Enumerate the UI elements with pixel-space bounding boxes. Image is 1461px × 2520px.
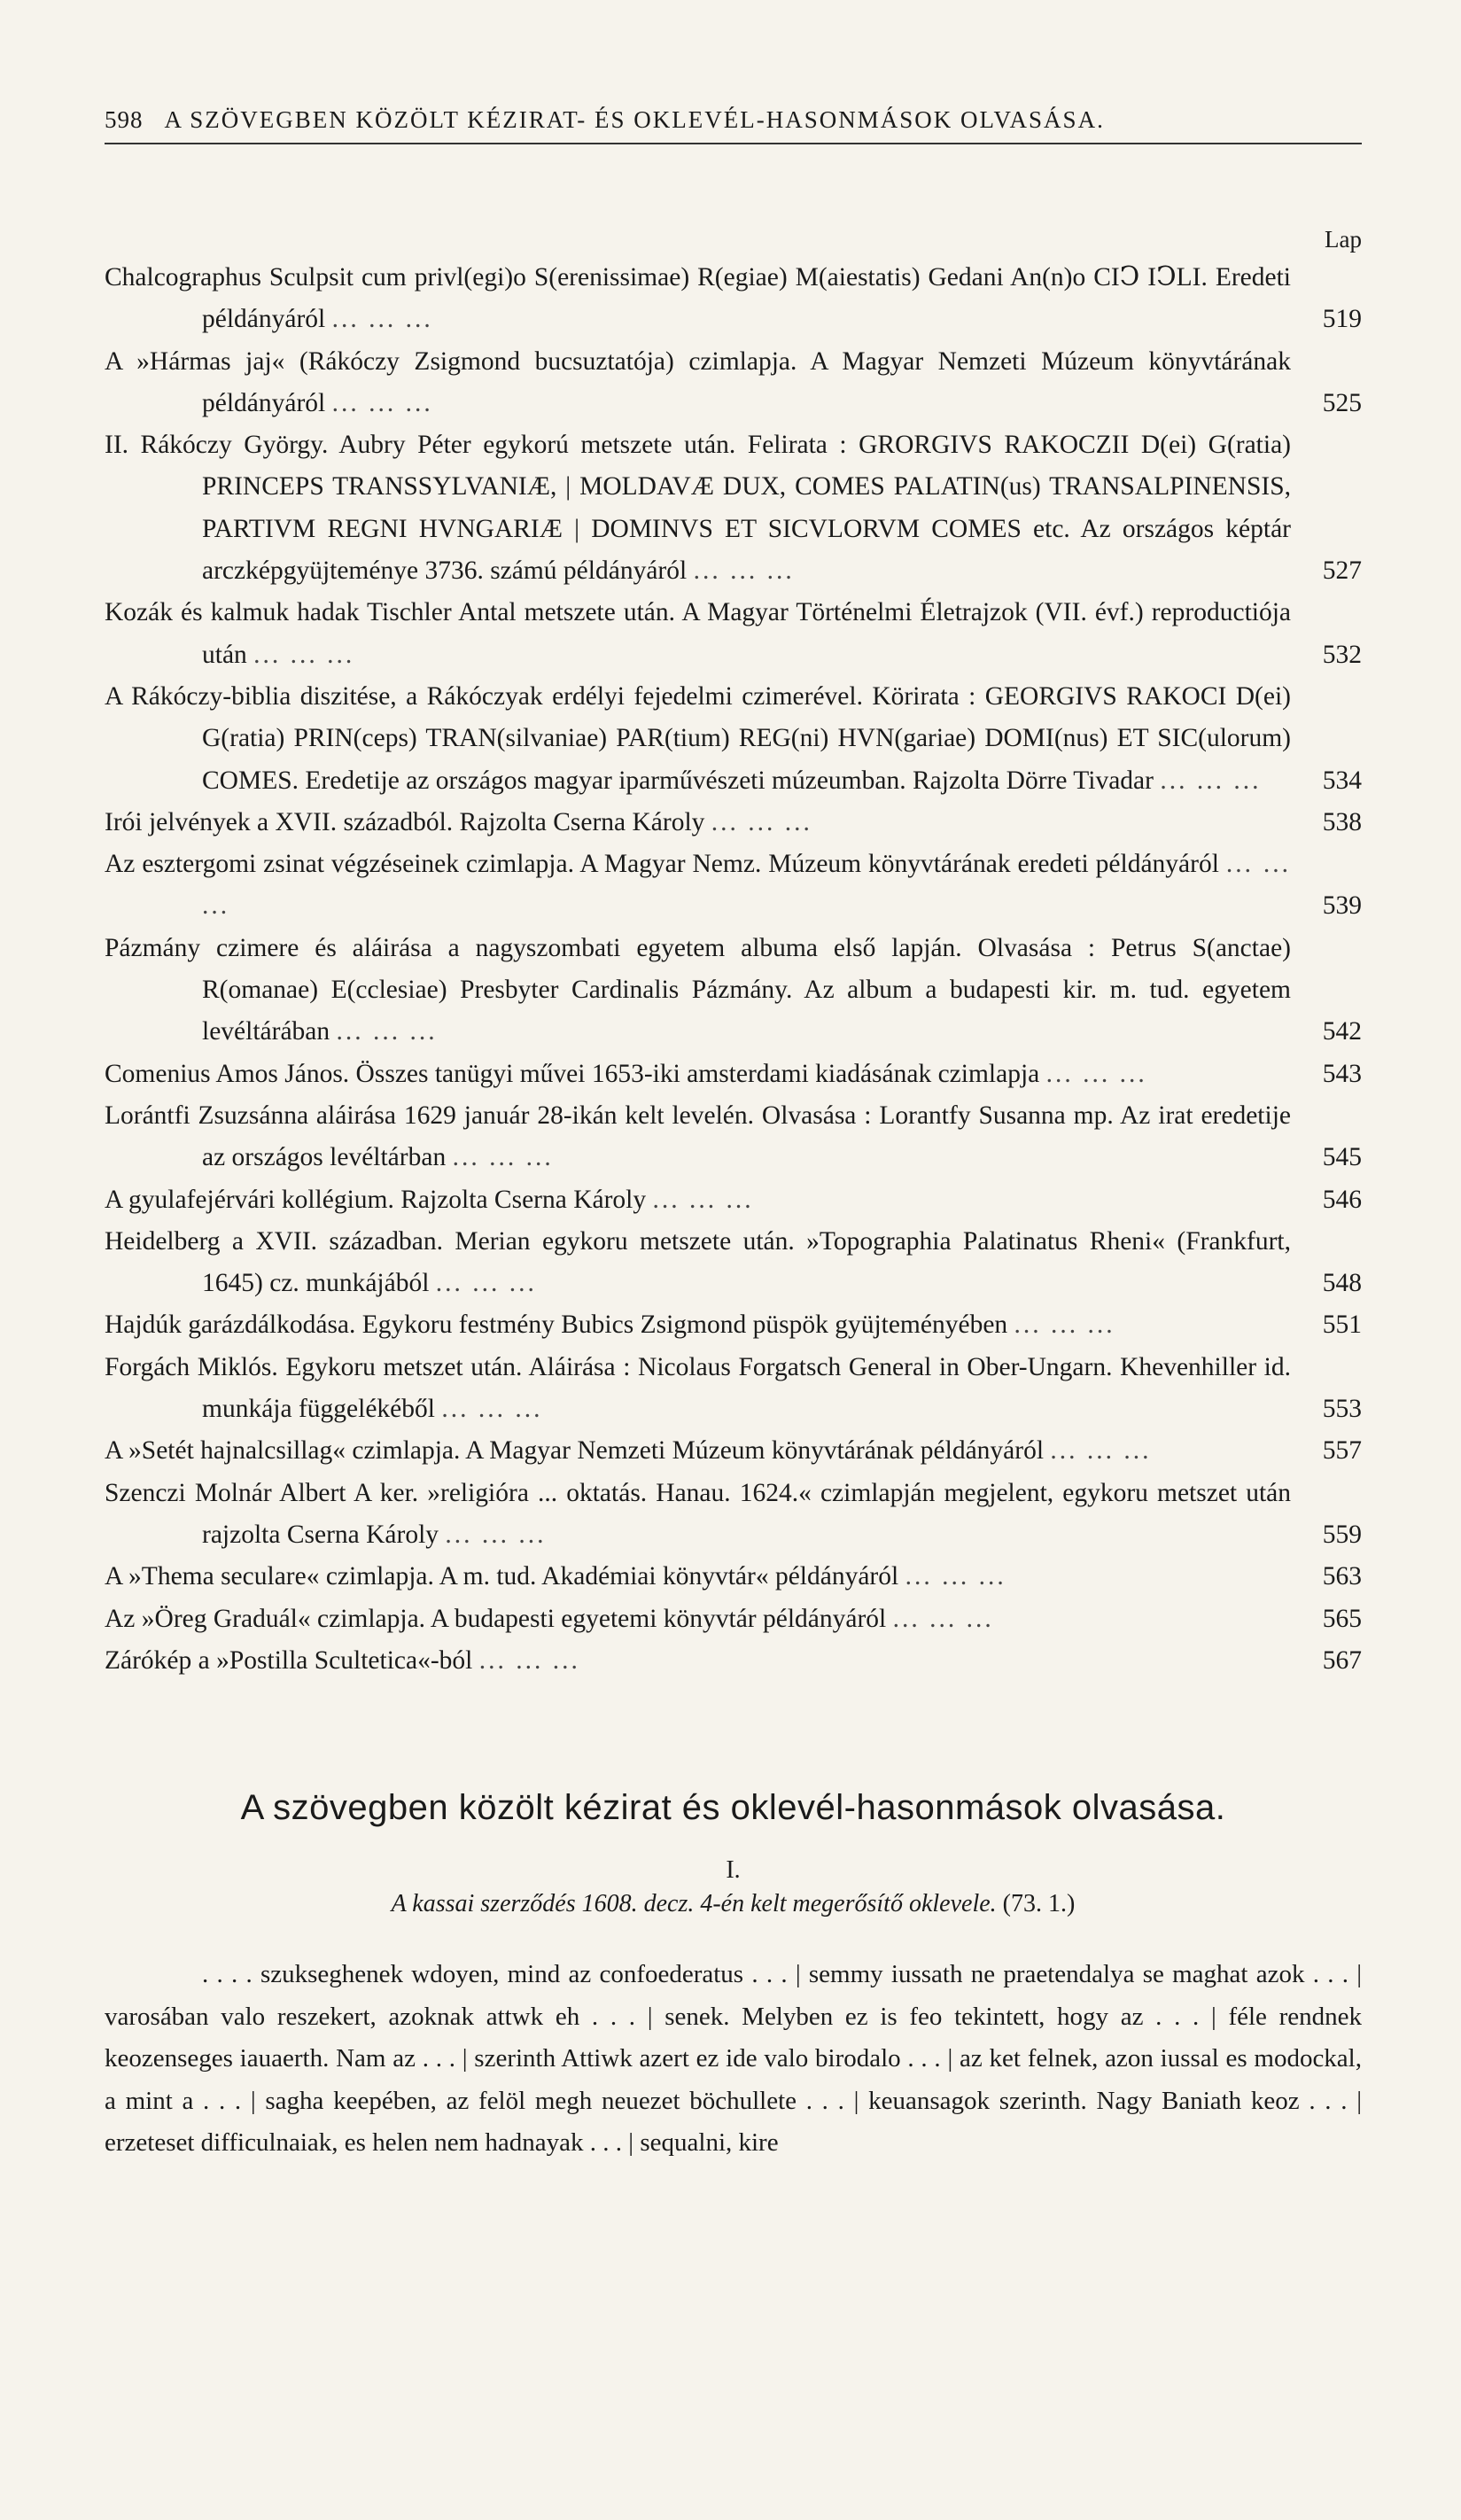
toc-entry	[105, 1473, 1362, 1557]
toc-entry-text: A »Thema seculare« czimlapja. A m. tud. Akadémiai könyvtár« példányáról ... ... ...	[105, 1562, 1006, 1591]
dot-leader: ... ... ...	[202, 850, 1292, 921]
toc-entry-text: Irói jelvények a XVII. századból. Rajzolta Cserna Károly ... ... ...	[105, 807, 812, 836]
toc-entry	[105, 1347, 1362, 1431]
dot-leader: ... ... ...	[331, 388, 433, 417]
toc-entry-text: A Rákóczy-biblia diszitése, a Rákóczyak erdélyi fejedelmi czimerével. Körirata : GEORGIVS RAKOCI D(ei) G(ratia) PRIN(ceps) TRAN(silvaniae) PAR(tium) REG(ni) HVN(gariae) DOMI(nus) ET SIC(ulorum) COMES. Eredetije az országos magyar iparművészeti múzeumban. Rajzolta Dörre Tivadar ... ... ...	[105, 681, 1291, 795]
toc-entry-page: 545	[1322, 1143, 1362, 1172]
dot-leader: ... ... ...	[445, 1520, 547, 1549]
transcription-paragraph: . . . . szukseghenek wdoyen, mind az confoederatus . . . | semmy iussath ne praetendalya se maghat azok . . . | varosában valo reszekert, azoknak attwk eh . . . | senek. Melyben ez is feo tekintett, hogy az . . . | féle rendnek keozenseges iauaerth. Nam az . . . | szerinth Attiwk azert ez ide valo birodalo . . . | az ket felnek, azon iussal es modockal, a mint a . . . | sagha keepében, az felöl megh neuezet böchullete . . . | keuansagok szerinth. Nagy Baniath keoz . . . | erzeteset difficulnaiak, es helen nem hadnayak . . . | sequalni, kire	[105, 1960, 1362, 2158]
dot-leader: ... ... ...	[652, 1185, 754, 1214]
toc-entry-text: Az »Öreg Graduál« czimlapja. A budapesti egyetemi könyvtár példányáról ... ... ...	[105, 1604, 994, 1633]
page-number: 598	[105, 106, 144, 133]
dot-leader: ... ... ...	[253, 640, 355, 669]
toc-entry-text: Az esztergomi zsinat végzéseinek czimlapja. A Magyar Nemz. Múzeum könyvtárának eredeti példányáról ... ... ...	[105, 850, 1292, 921]
dot-leader: ... ... ...	[892, 1604, 994, 1633]
toc-entry	[105, 802, 1362, 844]
toc-entry-text: Pázmány czimere és aláirása a nagyszombati egyetem albuma első lapján. Olvasása : Petrus S(anctae) R(omanae) E(cclesiae) Presbyter Cardinalis Pázmány. Az album a budapesti kir. m. tud. egyetem levéltárában ... ... ...	[105, 933, 1291, 1046]
toc-entry-text: Forgách Miklós. Egykoru metszet után. Aláirása : Nicolaus Forgatsch General in Ober-Ungarn. Khevenhiller id. munkája függelékéből ... ... ...	[105, 1352, 1291, 1424]
toc-entry-page: 559	[1322, 1520, 1362, 1549]
dot-leader: ... ... ...	[336, 1017, 438, 1046]
dot-leader: ... ... ...	[1045, 1059, 1147, 1088]
toc-entry-text: Comenius Amos János. Összes tanügyi művei 1653-iki amsterdami kiadásának czimlapja ... ... ...	[105, 1059, 1147, 1088]
section-roman-numeral: I.	[726, 1856, 741, 1885]
toc-entry-text: Hajdúk garázdálkodása. Egykoru festmény Bubics Zsigmond püspök gyüjteményében ... ... ...	[105, 1311, 1115, 1340]
dot-leader: ... ... ...	[1050, 1436, 1152, 1466]
toc-entry-text: Heidelberg a XVII. században. Merian egykoru metszete után. »Topographia Palatinatus Rheni« (Frankfurt, 1645) cz. munkájából ... ... ...	[105, 1226, 1291, 1298]
toc-entry-page: 532	[1322, 640, 1362, 669]
toc-entry	[105, 424, 1362, 592]
toc-entry	[105, 928, 1362, 1054]
dot-leader: ... ... ...	[435, 1269, 537, 1298]
toc-entry	[105, 257, 1362, 341]
toc-entry	[105, 1640, 1362, 1682]
toc-entry	[105, 676, 1362, 802]
toc-entry-text: Szenczi Molnár Albert A ker. »religióra ... oktatás. Hanau. 1624.« czimlapján megjelent, egykoru metszet után rajzolta Cserna Károly ... ... ...	[105, 1478, 1291, 1549]
dot-leader: ... ... ...	[693, 556, 795, 586]
toc-entry	[105, 1556, 1362, 1598]
dot-leader: ... ... ...	[331, 305, 433, 334]
toc-entry-text: Chalcographus Sculpsit cum privl(egi)o S(erenissimae) R(egiae) M(aiestatis) Gedani An(n)o CIↃ IↃLI. Eredeti példányáról ... ... ...	[105, 263, 1291, 334]
toc-entry-page: 539	[1322, 891, 1362, 921]
toc-entry-page: 567	[1322, 1645, 1362, 1675]
toc-entry-page: 553	[1322, 1395, 1362, 1424]
toc-entry	[105, 844, 1362, 928]
toc-entry-page: 519	[1322, 305, 1362, 334]
toc-entry-text: A »Hármas jaj« (Rákóczy Zsigmond bucsuztatója) czimlapja. A Magyar Nemzeti Múzeum könyvtárának példányáról ... ... ...	[105, 346, 1291, 417]
transcription-body	[105, 1954, 1362, 2165]
toc-entry	[105, 341, 1362, 425]
toc-entry	[105, 592, 1362, 676]
toc-entry	[105, 1095, 1362, 1179]
toc-entry-page: 534	[1322, 766, 1362, 795]
document-caption-ref: (73. 1.)	[1002, 1890, 1076, 1918]
toc-entry-page: 557	[1322, 1436, 1362, 1466]
toc-entry-page: 525	[1322, 388, 1362, 417]
toc-entry-text: Lorántfi Zsuzsánna aláirása 1629 január 28-ikán kelt levelén. Olvasása : Lorantfy Susanna mp. Az irat eredetije az országos levéltárban ... ... ...	[105, 1101, 1291, 1172]
toc-entry-page: 546	[1322, 1185, 1362, 1214]
toc-entry	[105, 1430, 1362, 1472]
toc-entry	[105, 1598, 1362, 1640]
toc-entry-text: A gyulafejérvári kollégium. Rajzolta Cserna Károly ... ... ...	[105, 1185, 754, 1214]
running-head	[105, 106, 1362, 144]
toc-entry-page: 565	[1322, 1604, 1362, 1633]
toc-entry-page: 551	[1322, 1311, 1362, 1340]
toc-entry-text: A »Setét hajnalcsillag« czimlapja. A Magyar Nemzeti Múzeum könyvtárának példányáról ... ... ...	[105, 1436, 1152, 1466]
toc-entry	[105, 1221, 1362, 1305]
section-title: A szövegben közölt kézirat és oklevél-hasonmások olvasása.	[240, 1788, 1226, 1828]
toc-entry-page: 548	[1322, 1269, 1362, 1298]
table-of-contents	[105, 257, 1362, 1682]
toc-entry-page: 563	[1322, 1562, 1362, 1591]
toc-entry	[105, 1179, 1362, 1221]
toc-entry-text: Zárókép a »Postilla Scultetica«-ból ... ... ...	[105, 1645, 580, 1675]
dot-leader: ... ... ...	[1014, 1311, 1115, 1340]
dot-leader: ... ... ...	[452, 1143, 554, 1172]
toc-entry-page: 542	[1322, 1017, 1362, 1046]
document-caption-text: A kassai szerződés 1608. decz. 4-én kelt megerősítő oklevele.	[391, 1890, 997, 1918]
dot-leader: ... ... ...	[711, 807, 812, 836]
toc-entry-text: Kozák és kalmuk hadak Tischler Antal metszete után. A Magyar Történelmi Életrajzok (VII. évf.) reproductiója után ... ... ...	[105, 598, 1291, 669]
toc-entry-page: 527	[1322, 556, 1362, 586]
dot-leader: ... ... ...	[441, 1395, 543, 1424]
page-column-label: Lap	[1325, 226, 1362, 253]
toc-entry-text: II. Rákóczy György. Aubry Péter egykorú metszete után. Felirata : GRORGIVS RAKOCZII D(ei) G(ratia) PRINCEPS TRANSSYLVANIÆ, | MOLDAVÆ DUX, COMES PALATIN(us) TRANSALPINENSIS, PARTIVM REGNI HVNGARIÆ | DOMINVS ET SICVLORVM COMES etc. Az országos képtár arczképgyüjteménye 3736. számú példányáról ... ... ...	[105, 431, 1291, 586]
dot-leader: ... ... ...	[478, 1645, 580, 1675]
dot-leader: ... ... ...	[1160, 766, 1262, 795]
toc-entry-page: 538	[1322, 807, 1362, 836]
document-caption	[105, 1890, 1362, 1918]
running-title: A SZÖVEGBEN KÖZÖLT KÉZIRAT- ÉS OKLEVÉL-HASONMÁSOK OLVASÁSA.	[164, 106, 1105, 133]
toc-entry	[105, 1054, 1362, 1095]
toc-entry-page: 543	[1322, 1059, 1362, 1088]
toc-entry	[105, 1304, 1362, 1346]
dot-leader: ... ... ...	[905, 1562, 1006, 1591]
